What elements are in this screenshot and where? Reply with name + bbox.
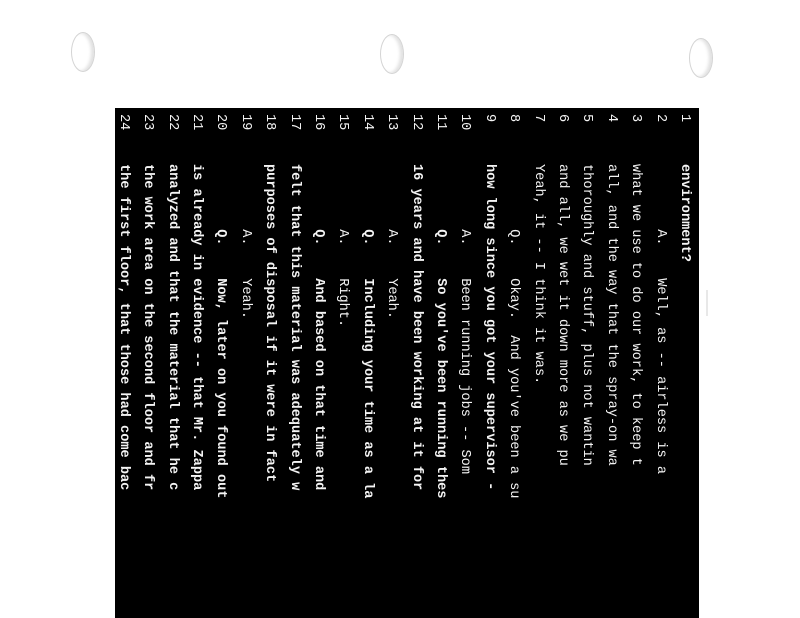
line-number: 24 bbox=[115, 114, 131, 131]
transcript-text-rotated bbox=[115, 108, 699, 618]
transcript-line bbox=[622, 108, 648, 618]
line-text: Q. So you've been running thes bbox=[433, 164, 448, 499]
transcript-line bbox=[115, 108, 136, 618]
line-text: what we use to do our work, to keep t bbox=[628, 164, 644, 466]
line-number: 12 bbox=[408, 114, 424, 131]
transcript-line bbox=[281, 108, 307, 618]
line-text: Q. Now, later on you found out bbox=[213, 164, 229, 499]
punch-hole bbox=[689, 38, 713, 78]
line-text: Q. Including your time as a la bbox=[359, 164, 375, 499]
transcript-line bbox=[476, 108, 502, 618]
punch-hole bbox=[71, 32, 95, 72]
line-text: purposes of disposal if it were in fact bbox=[262, 164, 278, 483]
line-number: 21 bbox=[189, 114, 204, 131]
line-text: environment? bbox=[677, 164, 692, 262]
transcript-line bbox=[134, 108, 160, 618]
line-number: 19 bbox=[237, 114, 253, 131]
line-number: 22 bbox=[164, 114, 180, 131]
transcript-line bbox=[549, 108, 575, 618]
line-text: Q. And based on that time and bbox=[311, 164, 326, 491]
line-text: Yeah, it -- I think it was. bbox=[530, 164, 546, 385]
transcript-line bbox=[427, 108, 453, 618]
line-text: is already in evidence -- that Mr. Zappa bbox=[189, 164, 204, 491]
line-number: 20 bbox=[213, 114, 229, 131]
transcript-line bbox=[207, 108, 233, 618]
transcript-line bbox=[354, 108, 380, 618]
line-number: 11 bbox=[433, 114, 448, 131]
transcript-line bbox=[403, 108, 429, 618]
line-number: 3 bbox=[628, 114, 644, 123]
line-number: 23 bbox=[140, 114, 156, 131]
transcript-line bbox=[671, 108, 697, 618]
line-text: the first floor, that those had come bac bbox=[115, 164, 131, 491]
line-text: how long since you got your supervisor - bbox=[481, 164, 497, 491]
line-number: 10 bbox=[457, 114, 473, 131]
line-number: 16 bbox=[311, 114, 326, 131]
line-number: 8 bbox=[506, 114, 522, 123]
line-text: all, and the way that the spray-on wa bbox=[603, 164, 619, 466]
line-number: 6 bbox=[555, 114, 570, 123]
line-number: 15 bbox=[335, 114, 351, 131]
line-text: felt that this material was adequately w bbox=[286, 164, 302, 491]
line-number: 9 bbox=[481, 114, 497, 123]
transcript-line bbox=[525, 108, 551, 618]
transcript-line bbox=[598, 108, 624, 618]
transcript-line bbox=[500, 108, 526, 618]
transcript-line bbox=[183, 108, 209, 618]
line-number: 5 bbox=[579, 114, 595, 123]
line-number: 7 bbox=[530, 114, 546, 123]
line-text: and all, we wet it down more as we pu bbox=[555, 164, 570, 466]
line-text: thoroughly and stuff, plus not wantin bbox=[579, 164, 595, 466]
line-number: 18 bbox=[262, 114, 278, 131]
line-text: 16 years and have been working at it for bbox=[408, 164, 424, 491]
transcript-line bbox=[647, 108, 673, 618]
line-text: A. Yeah. bbox=[384, 164, 400, 319]
line-number: 2 bbox=[652, 114, 668, 123]
transcript-line bbox=[232, 108, 258, 618]
transcript-line bbox=[329, 108, 355, 618]
line-number: 13 bbox=[384, 114, 400, 131]
transcript-page bbox=[115, 108, 699, 618]
line-number: 17 bbox=[286, 114, 302, 131]
line-text: the work area on the second floor and fr bbox=[140, 164, 156, 491]
line-text: A. Been running jobs -- Som bbox=[457, 164, 473, 474]
transcript-line bbox=[378, 108, 404, 618]
transcript-line bbox=[305, 108, 331, 618]
line-number: 4 bbox=[603, 114, 619, 123]
transcript-line bbox=[256, 108, 282, 618]
transcript-line bbox=[573, 108, 599, 618]
scan-artifact bbox=[706, 290, 708, 316]
line-text: A. Well, as -- airless is a bbox=[652, 164, 668, 474]
transcript-line bbox=[451, 108, 477, 618]
line-text: analyzed and that the material that he c bbox=[164, 164, 180, 491]
line-text: A. Right. bbox=[335, 164, 351, 328]
line-text: Q. Okay. And you've been a su bbox=[506, 164, 522, 499]
line-number: 1 bbox=[677, 114, 692, 123]
punch-hole bbox=[380, 34, 404, 74]
line-number: 14 bbox=[359, 114, 375, 131]
line-text: A. Yeah. bbox=[237, 164, 253, 319]
transcript-line bbox=[159, 108, 185, 618]
